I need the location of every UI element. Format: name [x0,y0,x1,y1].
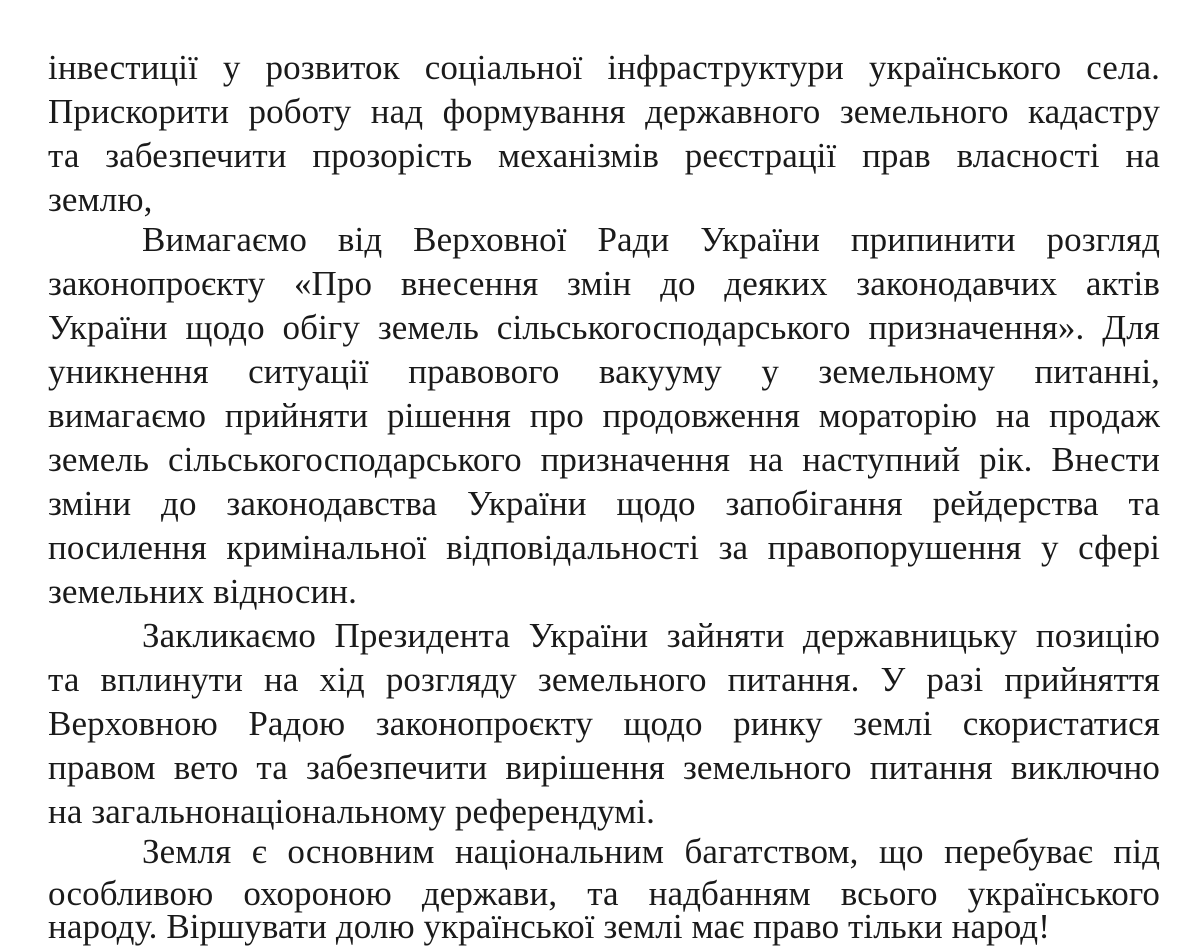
text-line: зміни до законодавства України щодо запобігання рейдерства та [48,484,1160,523]
text-line: вимагаємо прийняти рішення про продовження мораторію на продаж [48,396,1160,435]
text-line: земельних відносин. [48,572,357,611]
text-line: уникнення ситуації правового вакууму у земельному питанні, [48,352,1160,391]
text-line: посилення кримінальної відповідальності за правопорушення у сфері [48,528,1160,567]
text-line: Прискорити роботу над формування державного земельного кадастру [48,92,1160,131]
text-line: землю, [48,180,153,219]
text-line: народу. Віршувати долю української землі має право тільки народ! [48,907,1050,946]
text-line: Земля є основним національним багатством, що перебуває під [142,832,1160,871]
text-line: законопроєкту «Про внесення змін до деяких законодавчих актів [48,264,1160,303]
text-line: інвестиції у розвиток соціальної інфраструктури українського села. [48,48,1160,87]
text-line: Вимагаємо від Верховної Ради України припинити розгляд [142,220,1160,259]
text-line: земель сільськогосподарського призначення на наступний рік. Внести [48,440,1160,479]
text-line: України щодо обігу земель сільськогосподарського призначення». Для [48,308,1160,347]
text-line: Закликаємо Президента України зайняти державницьку позицію [142,616,1160,655]
text-line: та вплинути на хід розгляду земельного питання. У разі прийняття [48,660,1160,699]
text-line: та забезпечити прозорість механізмів реєстрації прав власності на [48,136,1160,175]
text-line: правом вето та забезпечити вирішення земельного питання виключно [48,748,1160,787]
text-line: особливою охороною держави, та надбанням всього українського [48,874,1160,913]
text-line: на загальнонаціональному референдумі. [48,792,656,831]
text-line: Верховною Радою законопроєкту щодо ринку землі скористатися [48,704,1160,743]
